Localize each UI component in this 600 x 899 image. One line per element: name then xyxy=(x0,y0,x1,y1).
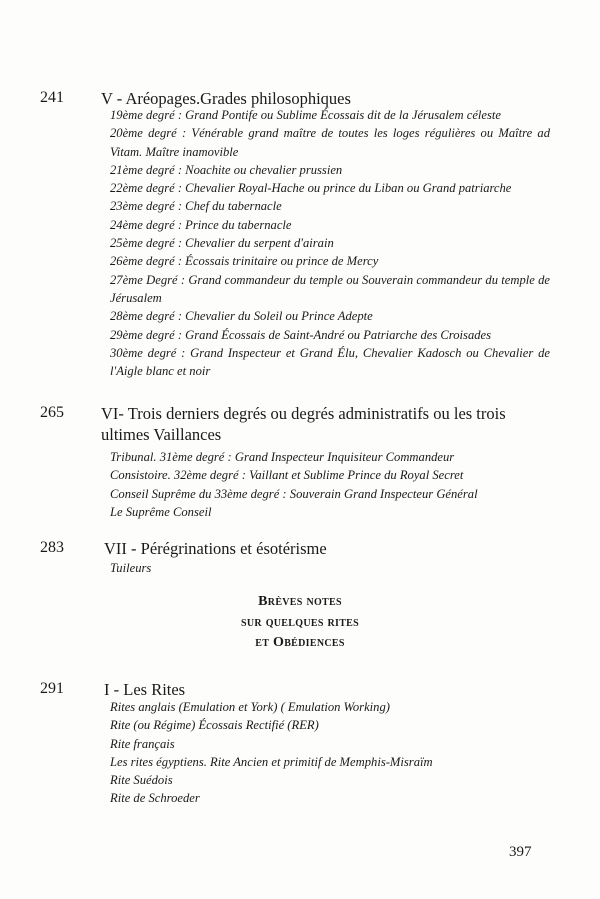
item-list xyxy=(110,698,550,808)
item-list xyxy=(110,106,550,380)
list-item: Rite (ou Régime) Écossais Rectifié (RER) xyxy=(110,718,319,733)
list-item: 22ème degré : Chevalier Royal-Hache ou prince du Liban ou Grand patriarche xyxy=(110,181,512,196)
section-title: VI- Trois derniers degrés ou degrés administratifs ou les trois ultimes Vaillances xyxy=(101,404,506,444)
list-item: Tuileurs xyxy=(110,561,152,575)
list-item: Conseil Suprême du 33ème degré : Souverain Grand Inspecteur Général xyxy=(110,486,478,501)
page-number: 265 xyxy=(40,404,64,421)
list-item: 28ème degré : Chevalier du Soleil ou Prince Adepte xyxy=(110,309,373,324)
section-title: VII - Pérégrinations et ésotérisme xyxy=(104,539,327,558)
heading-line: Brèves notes xyxy=(258,594,342,609)
section-title: I - Les Rites xyxy=(104,680,186,699)
list-item: Le Suprême Conseil xyxy=(110,504,212,519)
list-item: 26ème degré : Écossais trinitaire ou prince de Mercy xyxy=(110,254,379,269)
list-item: Consistoire. 32ème degré : Vaillant et Sublime Prince du Royal Secret xyxy=(110,468,464,483)
list-item: 30ème degré : Grand Inspecteur et Grand Élu, Chevalier Kadosch ou Chevalier de l'Aigle blanc et noir xyxy=(110,345,550,379)
list-item: 25ème degré : Chevalier du serpent d'airain xyxy=(110,236,334,251)
list-item: Rites anglais (Emulation et York) ( Emulation Working) xyxy=(110,700,390,714)
folio-page-number: 397 xyxy=(509,844,532,860)
list-item: 20ème degré : Vénérable grand maître de toutes les loges régulières ou Maître ad Vitam. Maître inamovible xyxy=(110,126,550,159)
list-item: 19ème degré : Grand Pontife ou Sublime Écossais dit de la Jérusalem céleste xyxy=(110,108,502,122)
heading-line: et Obédiences xyxy=(255,635,345,650)
list-item: Tribunal. 31ème degré : Grand Inspecteur Inquisiteur Commandeur xyxy=(110,450,455,464)
list-item: 21ème degré : Noachite ou chevalier prussien xyxy=(110,162,343,177)
part-heading xyxy=(0,592,600,654)
item-list xyxy=(110,448,550,521)
page-number: 283 xyxy=(40,539,64,556)
heading-line: sur quelques rites xyxy=(241,614,359,630)
page-number: 291 xyxy=(40,680,64,697)
list-item: Rite de Schroeder xyxy=(110,791,200,806)
list-item: 23ème degré : Chef du tabernacle xyxy=(110,199,282,214)
list-item: Les rites égyptiens. Rite Ancien et primitif de Memphis-Misraïm xyxy=(110,754,433,769)
item-list xyxy=(110,559,550,577)
list-item: 29ème degré : Grand Écossais de Saint-André ou Patriarche des Croisades xyxy=(110,327,492,342)
list-item: 27ème Degré : Grand commandeur du temple ou Souverain commandeur du temple de Jérusalem xyxy=(110,272,550,305)
list-item: Rite français xyxy=(110,736,175,751)
section-title: V - Aréopages.Grades philosophiques xyxy=(101,89,351,108)
page-number: 241 xyxy=(40,89,64,106)
list-item: 24ème degré : Prince du tabernacle xyxy=(110,217,292,232)
list-item: Rite Suédois xyxy=(110,773,173,788)
